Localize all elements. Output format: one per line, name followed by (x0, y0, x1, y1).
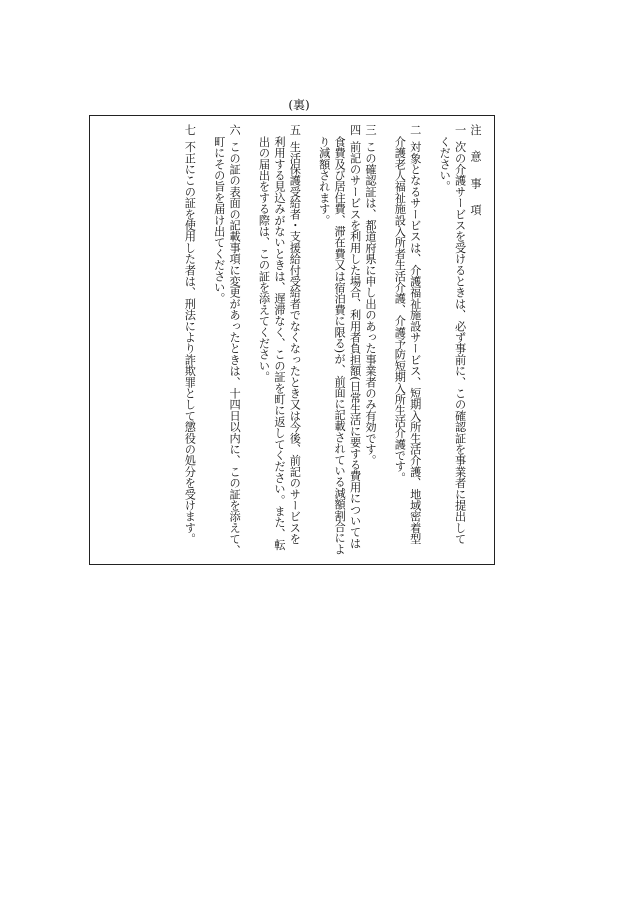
note-line: 不正にこの証を使用した者は、刑法により詐欺罪として懲役の処分を受けます。 (183, 141, 197, 545)
note-item-5 (256, 124, 302, 564)
note-number: 三 (363, 124, 377, 136)
note-item-3 (363, 124, 378, 564)
notes-body (182, 124, 483, 564)
note-item-6 (211, 124, 242, 564)
note-line: 前記のサービスを利用した場合、利用者負担額(日常生活に要する費用については (348, 141, 362, 549)
note-number: 二 (408, 124, 422, 136)
note-item-4 (316, 124, 362, 564)
note-line: 介護老人福祉施設入所者生活介護、介護予防短期入所生活介護です。 (393, 136, 407, 484)
note-line: 食費及び居住費、滞在費又は宿泊費に限る)が、前面に記載されている減額割合によ (333, 136, 347, 555)
note-number: 一 (453, 124, 467, 136)
note-item-7 (182, 124, 197, 564)
notes-heading: 注 意 事 項 (469, 124, 482, 222)
page-side-label: (裏) (288, 98, 310, 112)
note-line: 生活保護受給者・支援給付受給者でなくなったとき又は今後、前記のサービスを (288, 141, 302, 545)
note-line: この確認証は、都道府県に申し出のあった事業者のみ有効です。 (363, 141, 377, 467)
note-number: 五 (288, 124, 302, 136)
note-line: 利用する見込みがないときは、遅滞なく、この証を町に返してください。また、転 (272, 136, 286, 551)
note-number: 六 (228, 124, 242, 136)
note-number: 七 (183, 124, 197, 136)
note-item-1 (437, 124, 468, 564)
note-line: 次の介護サービスを受けるときは、必ず事前に、この確認証を事業者に提出して (453, 141, 467, 545)
note-line: り減額されます。 (317, 136, 331, 226)
note-line: 町にその旨を届け出てください。 (212, 136, 226, 304)
note-line: ください。 (438, 136, 452, 192)
note-item-2 (392, 124, 423, 564)
note-number: 四 (348, 124, 362, 136)
note-line: 出の届出をする際は、この証を添えてください。 (257, 136, 271, 383)
note-line: 対象となるサービスは、介護福祉施設サービス、短期入所生活介護、地域密着型 (408, 141, 422, 545)
note-line: この証の表面の記載事項に変更があったときは、十四日以内に、この証を添えて、 (228, 141, 242, 556)
